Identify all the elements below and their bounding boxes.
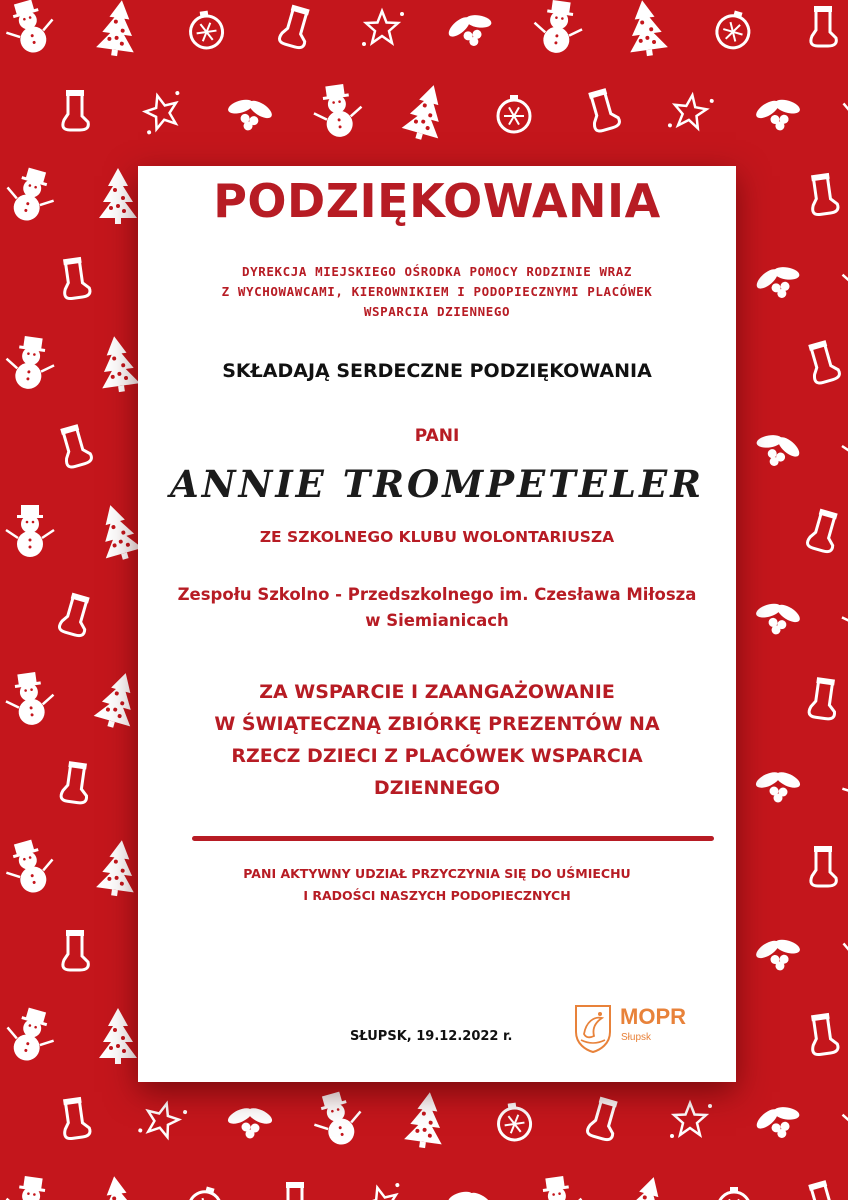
snowman-icon bbox=[836, 919, 848, 982]
stocking-icon bbox=[60, 1096, 91, 1139]
holly-icon bbox=[223, 94, 276, 134]
thank-you-card bbox=[138, 166, 736, 1082]
stocking-icon bbox=[806, 508, 842, 553]
tree-icon bbox=[623, 0, 668, 58]
holly-icon bbox=[443, 1186, 496, 1200]
thanks-heading: SKŁADAJĄ SERDECZNE PODZIĘKOWANIA bbox=[222, 360, 652, 382]
ornament-icon bbox=[498, 95, 530, 132]
stocking-icon bbox=[60, 256, 91, 299]
school-line: Zespołu Szkolno - Przedszkolnego im. Czesława Miłosza bbox=[177, 585, 697, 604]
organization-line: Z WYCHOWAWCAMI, KIEROWNIKIEM I PODOPIECZNYMI PLACÓWEK bbox=[221, 284, 653, 299]
holly-icon bbox=[226, 1105, 275, 1138]
tree-icon bbox=[92, 500, 144, 564]
organization-line: DYREKCJA MIEJSKIEGO OŚRODKA POMOCY RODZINIE WRAZ bbox=[241, 264, 633, 279]
snowman-icon bbox=[0, 1003, 60, 1066]
logo-name: MOPR bbox=[620, 1004, 686, 1029]
mopr-logo bbox=[572, 1002, 742, 1056]
snowman-icon bbox=[6, 505, 54, 557]
crest-icon bbox=[572, 1002, 614, 1054]
snowman-icon bbox=[0, 163, 60, 226]
stocking-icon bbox=[805, 1179, 841, 1200]
holly-icon bbox=[751, 259, 807, 305]
snowman-icon bbox=[3, 1174, 58, 1200]
holly-icon bbox=[754, 769, 803, 802]
ornament-icon bbox=[185, 1183, 226, 1200]
stocking-icon bbox=[811, 6, 836, 46]
ornament-icon bbox=[718, 1187, 750, 1200]
holly-icon bbox=[443, 7, 499, 53]
recipient-name: ANNIE TROMPETELER bbox=[170, 462, 704, 506]
snowman-icon bbox=[836, 79, 848, 142]
star-icon bbox=[670, 1103, 712, 1138]
organization-text bbox=[138, 262, 736, 322]
club-name: ZE SZKOLNEGO KLUBU WOLONTARIUSZA bbox=[259, 528, 615, 546]
star-icon bbox=[358, 1182, 408, 1200]
tree-icon bbox=[95, 1174, 140, 1200]
snowman-icon bbox=[531, 0, 586, 56]
stocking-icon bbox=[57, 423, 93, 468]
tree-icon bbox=[99, 1008, 137, 1064]
tree-icon bbox=[95, 0, 140, 58]
ornament-icon bbox=[713, 7, 754, 51]
stocking-icon bbox=[283, 1182, 308, 1200]
holly-icon bbox=[751, 1099, 807, 1145]
snowman-icon bbox=[835, 751, 848, 814]
footer-text bbox=[138, 863, 736, 907]
date-line: SŁUPSK, 19.12.2022 r. bbox=[350, 1029, 513, 1044]
ornament-icon bbox=[188, 9, 225, 50]
snowman-icon bbox=[839, 250, 848, 308]
star-icon bbox=[668, 92, 714, 133]
tree-icon bbox=[403, 1090, 448, 1151]
stocking-icon bbox=[585, 87, 621, 132]
star-icon bbox=[138, 90, 188, 135]
holly-icon bbox=[750, 427, 806, 473]
tree-icon bbox=[620, 1172, 672, 1200]
tree-icon bbox=[400, 80, 452, 144]
snowman-icon bbox=[838, 586, 848, 644]
snowman-icon bbox=[839, 1090, 848, 1148]
divider bbox=[192, 836, 714, 841]
support-text bbox=[138, 676, 736, 804]
support-line: ZA WSPARCIE I ZAANGAŻOWANIE bbox=[259, 681, 615, 703]
snowman-icon bbox=[530, 1174, 585, 1200]
organization-line: WSPARCIA DZIENNEGO bbox=[363, 304, 511, 319]
salutation: PANI bbox=[414, 426, 460, 446]
tree-icon bbox=[99, 168, 137, 224]
stocking-icon bbox=[63, 930, 88, 970]
stocking-icon bbox=[808, 172, 839, 215]
footer-line: I RADOŚCI NASZYCH PODOPIECZNYCH bbox=[303, 888, 571, 903]
holly-icon bbox=[752, 934, 805, 974]
holly-icon bbox=[752, 94, 805, 134]
snowman-icon bbox=[0, 835, 60, 898]
stocking-icon bbox=[808, 1012, 839, 1055]
star-icon bbox=[138, 1098, 188, 1143]
school-line: w Siemianicach bbox=[365, 611, 509, 630]
tree-icon bbox=[95, 334, 140, 395]
stocking-icon bbox=[58, 592, 94, 637]
stocking-icon bbox=[808, 677, 839, 720]
snowman-icon bbox=[842, 421, 848, 473]
holly-icon bbox=[751, 598, 804, 638]
logo-city: Słupsk bbox=[621, 1032, 652, 1043]
support-line: RZECZ DZIECI Z PLACÓWEK WSPARCIA bbox=[231, 745, 643, 767]
snowman-icon bbox=[0, 0, 60, 59]
stocking-icon bbox=[278, 4, 314, 49]
support-line: W ŚWIĄTECZNĄ ZBIÓRKĘ PREZENTÓW NA bbox=[214, 713, 660, 735]
stocking-icon bbox=[586, 1096, 622, 1141]
support-line: DZIENNEGO bbox=[373, 777, 501, 799]
page-title: PODZIĘKOWANIA bbox=[213, 174, 661, 228]
footer-line: PANI AKTYWNY UDZIAŁ PRZYCZYNIA SIĘ DO UŚMIECHU bbox=[243, 866, 631, 881]
tree-icon bbox=[92, 668, 144, 732]
ornament-icon bbox=[496, 1101, 533, 1142]
school-name bbox=[138, 582, 736, 634]
snowman-icon bbox=[3, 334, 58, 392]
stocking-icon bbox=[60, 761, 91, 804]
star-icon bbox=[362, 11, 404, 46]
snowman-icon bbox=[310, 82, 365, 140]
stocking-icon bbox=[63, 90, 88, 130]
tree-icon bbox=[95, 838, 140, 899]
stocking-icon bbox=[805, 339, 841, 384]
snowman-icon bbox=[307, 1087, 367, 1150]
snowman-icon bbox=[2, 670, 57, 728]
stocking-icon bbox=[811, 846, 836, 886]
